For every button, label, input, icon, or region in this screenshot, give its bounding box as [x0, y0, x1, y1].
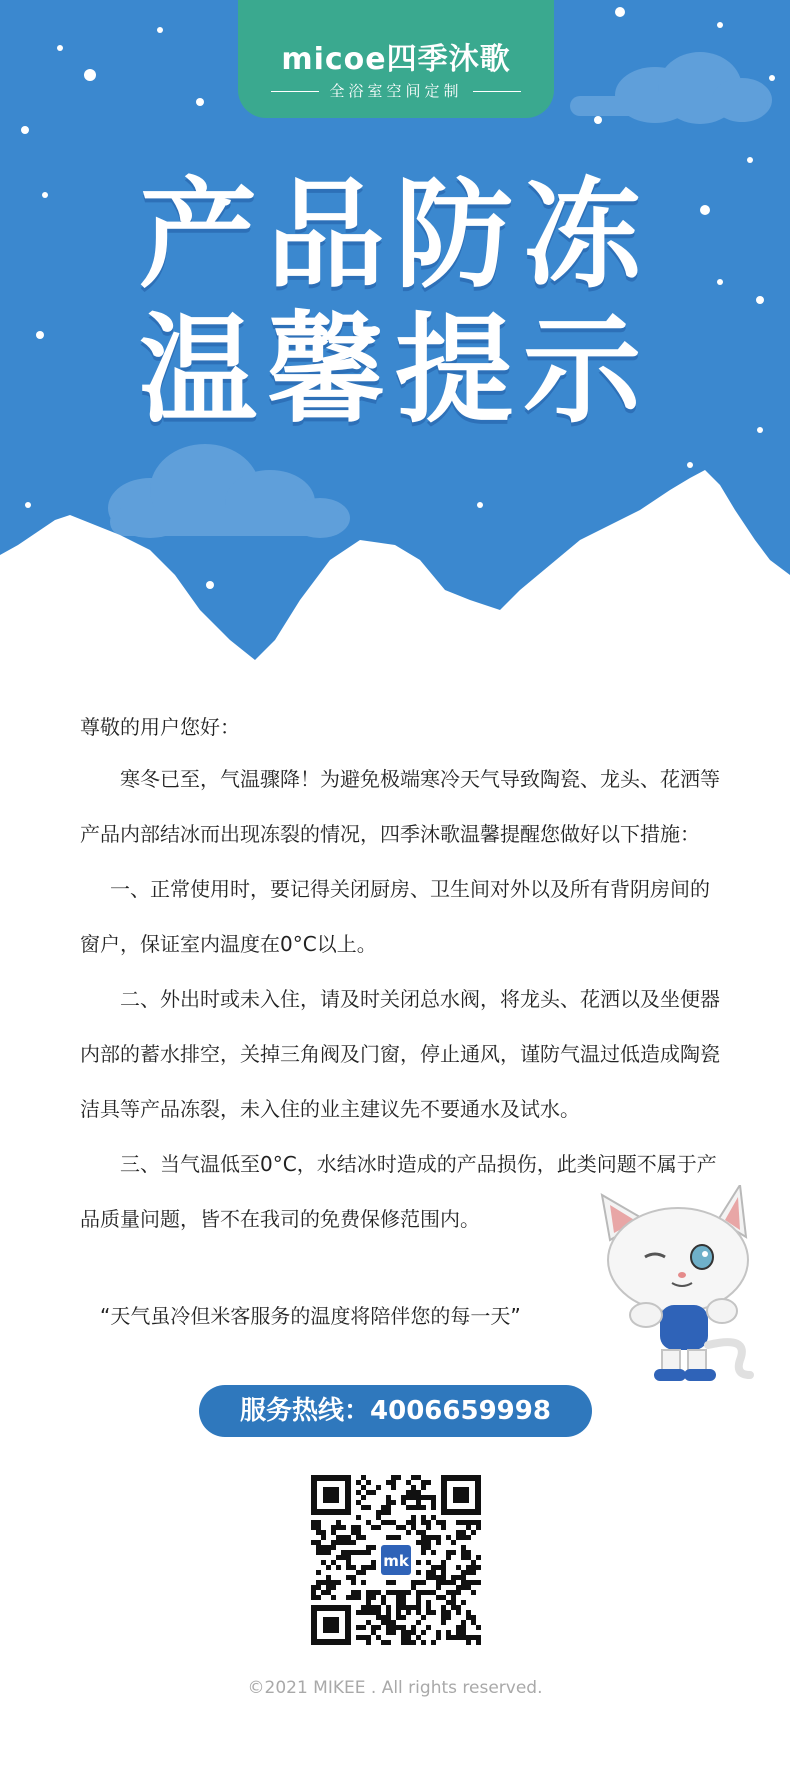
- poster-title-line1: 产品防冻: [138, 166, 651, 304]
- cat-mascot-illustration: [590, 1185, 760, 1385]
- brand-tagline: 全浴室空间定制: [238, 80, 554, 101]
- copyright-footer: ©2021 MIKEE . All rights reserved.: [247, 1678, 543, 1698]
- svg-text:mk: mk: [383, 1552, 409, 1570]
- letter-item-2: 二、外出时或未入住，请及时关闭总水阀，将龙头、花洒以及坐便器内部的蓄水排空，关掉三角阀及门窗，停止通风，谨防气温过低造成陶瓷洁具等产品冻裂，未入住的业主建议先不要通水及试水。: [80, 987, 720, 1121]
- brand-logo: micoe四季沐歌: [281, 42, 511, 77]
- brand-badge: [238, 0, 554, 118]
- service-hotline-button[interactable]: 服务热线：4006659998: [199, 1385, 592, 1437]
- service-slogan: “天气虽冷但米客服务的温度将陪伴您的每一天”: [100, 1304, 521, 1328]
- qr-code[interactable]: [311, 1475, 481, 1645]
- qr-center-logo: [378, 1542, 414, 1578]
- letter-intro: 寒冬已至，气温骤降！为避免极端寒冷天气导致陶瓷、龙头、花洒等产品内部结冰而出现冻裂的情况，四季沐歌温馨提醒您做好以下措施：: [80, 767, 720, 846]
- poster-title-line2: 温馨提示: [138, 301, 651, 439]
- letter-item-3: 三、当气温低至0°C，水结冰时造成的产品损伤，此类问题不属于产品质量问题，皆不在我司的免费保修范围内。: [80, 1152, 717, 1231]
- letter-item-1: 一、正常使用时，要记得关闭厨房、卫生间对外以及所有背阴房间的窗户，保证室内温度在0°C以上。: [80, 877, 710, 956]
- letter-greeting: 尊敬的用户您好：: [80, 715, 240, 739]
